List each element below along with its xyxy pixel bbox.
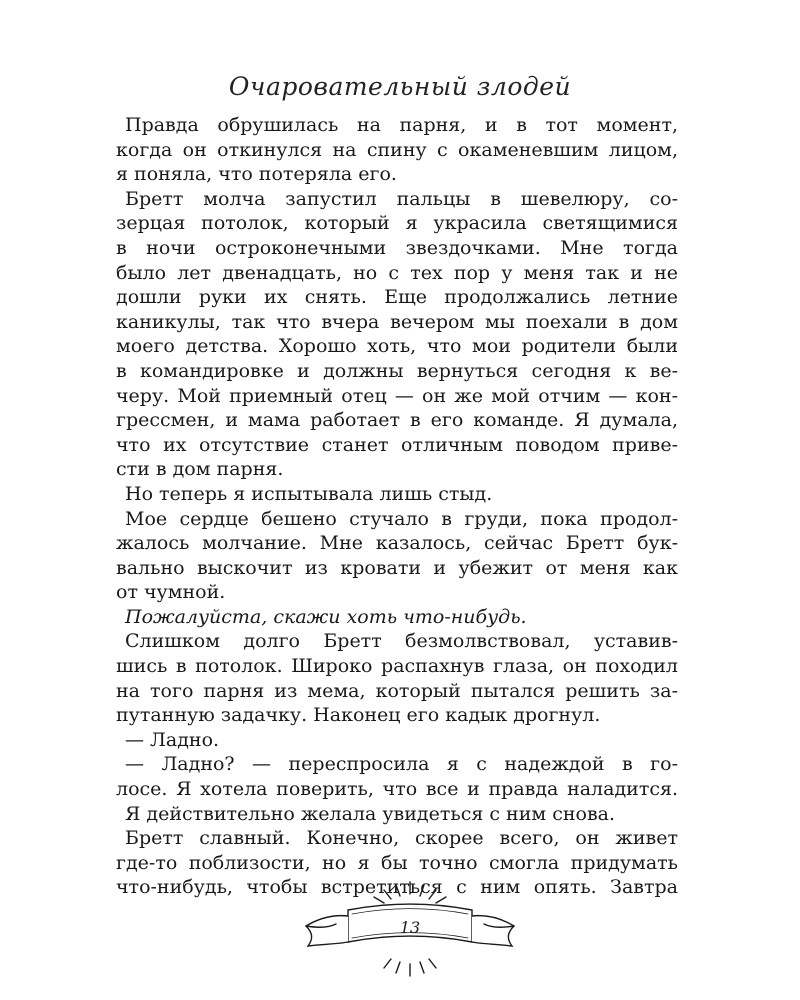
text-line: что-нибудь, чтобы встретиться с ним опять. Завтра — [116, 876, 678, 899]
text-line: от чумной. — [116, 581, 226, 604]
text-line: дошли руки их снять. Еще продолжались летние — [116, 286, 678, 309]
text-line: — Ладно? — переспросила я с надеждой в го- — [125, 753, 678, 776]
text-line: Правда обрушилась на парня, и в тот момент, — [125, 114, 678, 136]
text-line: когда он откинулся на спину с окаменевшим лицом, — [116, 138, 678, 161]
text-line: я поняла, что потеряла его. — [116, 163, 397, 186]
text-line: моего детства. Хорошо хоть, что мои родители были — [116, 335, 678, 358]
page-number: 13 — [399, 918, 421, 937]
text-line: в командировке и должны вернуться сегодня к ве- — [116, 359, 678, 382]
text-line: где-то поблизости, но я бы точно смогла придумать — [116, 851, 678, 874]
text-line: шись в потолок. Широко распахнув глаза, он походил — [116, 655, 678, 678]
text-line: сти в дом парня. — [116, 458, 284, 481]
text-line: жалось молчание. Мне казалось, сейчас Бретт бук- — [116, 532, 678, 555]
text-line: грессмен, и мама работает в его команде. Я думала, — [116, 409, 678, 432]
text-line: черу. Мой приемный отец — он же мой отчим — кон- — [116, 384, 678, 407]
text-line: было лет двенадцать, но с тех пор у меня так и не — [116, 261, 678, 284]
text-line: вально выскочит из кровати и убежит от меня как — [116, 556, 678, 579]
text-line: каникулы, так что вчера вечером мы поехали в дом — [116, 310, 678, 333]
running-title: Очаровательный злодей — [228, 72, 572, 101]
text-line: лосе. Я хотела поверить, что все и правда наладится. — [116, 778, 678, 801]
text-line: зерцая потолок, который я украсила светящимися — [116, 212, 678, 235]
page-number-ornament — [300, 880, 520, 980]
text-line: что их отсутствие станет отличным поводом приве- — [116, 433, 678, 456]
text-line: на того парня из мема, который пытался решить за- — [116, 679, 678, 702]
text-line: Но теперь я испытывала лишь стыд. — [125, 482, 493, 505]
text-line: путанную задачку. Наконец его кадык дрогнул. — [116, 704, 601, 727]
text-line: — Ладно. — [125, 728, 220, 751]
text-line: Слишком долго Бретт безмолвствовал, уставив- — [125, 630, 678, 653]
text-line: Бретт молча запустил пальцы в шевелюру, со- — [125, 187, 678, 210]
text-line: в ночи остроконечными звездочками. Мне тогда — [116, 236, 678, 259]
text-line: Я действительно желала увидеться с ним снова. — [125, 802, 616, 825]
body-text — [116, 113, 678, 900]
text-line: Бретт славный. Конечно, скорее всего, он живет — [125, 827, 678, 850]
text-line-italic: Пожалуйста, скажи хоть что-нибудь. — [125, 605, 527, 628]
text-line: Мое сердце бешено стучало в груди, пока продол- — [125, 507, 678, 530]
